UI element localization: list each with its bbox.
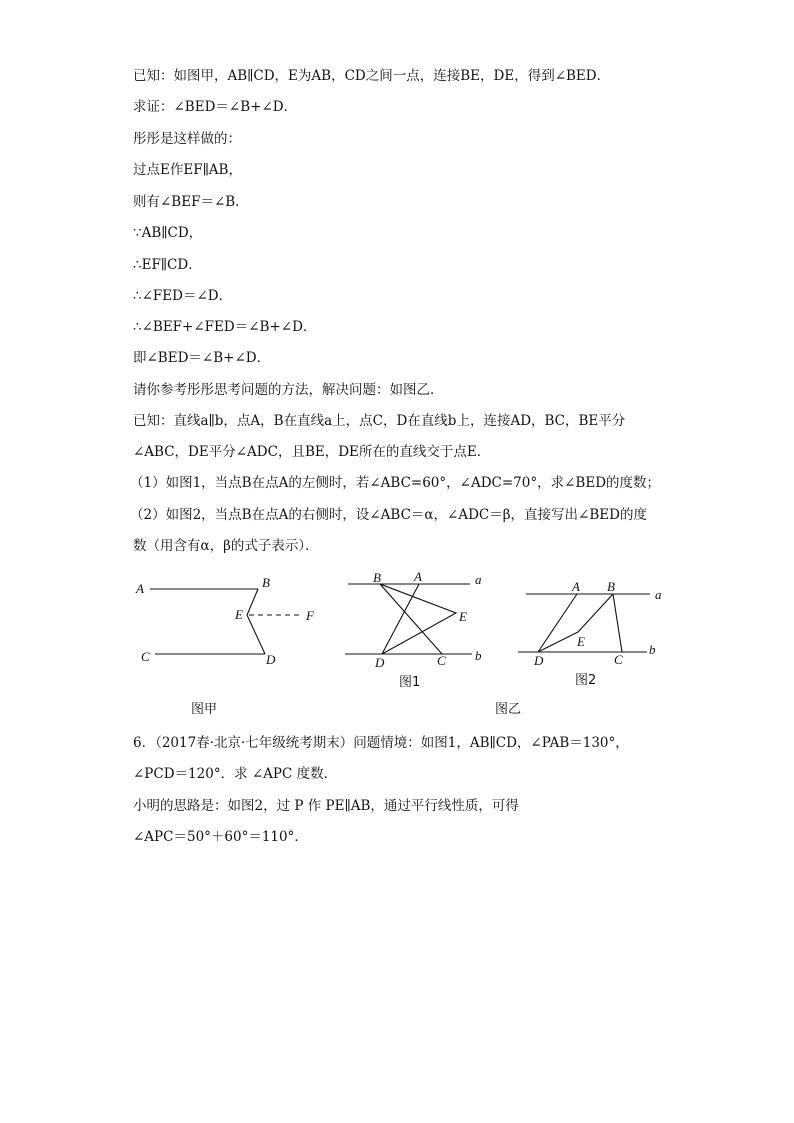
label-line-b-2: b bbox=[649, 642, 656, 657]
label-line-a-1: a bbox=[475, 572, 482, 587]
label-b-2: B bbox=[607, 579, 615, 594]
label-c-2: C bbox=[614, 652, 623, 667]
figure-2 bbox=[518, 579, 662, 688]
label-b-1: B bbox=[373, 570, 381, 585]
text-line-7: ∴EF∥CD． bbox=[133, 257, 202, 273]
label-c: C bbox=[141, 649, 150, 664]
label-d-1: D bbox=[375, 655, 385, 670]
label-line-a-2: a bbox=[655, 587, 662, 602]
broken-line-bed bbox=[247, 589, 265, 654]
label-f: F bbox=[306, 608, 314, 623]
text-line-5: 则有∠BEF＝∠B． bbox=[133, 194, 249, 210]
label-e-2: E bbox=[577, 634, 585, 649]
label-e-1: E bbox=[459, 609, 467, 624]
text-line-1: 已知：如图甲，AB∥CD，E为AB，CD之间一点，连接BE，DE，得到∠BED． bbox=[133, 68, 611, 84]
text-line-3: 彤彤是这样做的： bbox=[133, 131, 241, 147]
text-line-15: （2）如图2，当点B在点A的右侧时，设∠ABC＝α，∠ADC＝β，直接写出∠BED的度 bbox=[130, 507, 647, 523]
segment-ad-2 bbox=[538, 594, 577, 652]
broken-line-bed-1 bbox=[380, 584, 456, 654]
segment-bc bbox=[380, 584, 442, 654]
text-line-16: 数（用含有α，β的式子表示）． bbox=[133, 538, 319, 554]
text-line-17: 6．（2017春·北京·七年级统考期末）问题情境：如图1，AB∥CD，∠PAB＝130°， bbox=[133, 735, 629, 751]
text-line-14: （1）如图1，当点B在点A的左侧时，若∠ABC=60°，∠ADC=70°，求∠BED的度数； bbox=[130, 475, 661, 491]
label-d-2: D bbox=[534, 653, 544, 668]
label-a-1: A bbox=[414, 569, 422, 584]
label-line-b-1: b bbox=[475, 648, 482, 663]
figure-1 bbox=[345, 569, 482, 690]
text-line-2: 求证：∠BED＝∠B+∠D． bbox=[133, 99, 298, 115]
text-line-8: ∴∠FED＝∠D． bbox=[133, 288, 233, 304]
label-a: A bbox=[136, 581, 144, 596]
label-c-1: C bbox=[437, 653, 446, 668]
broken-line-bed-2 bbox=[538, 594, 613, 652]
text-line-6: ∵AB∥CD， bbox=[133, 225, 203, 241]
label-d: D bbox=[266, 652, 276, 667]
caption-fig1: 图1 bbox=[399, 675, 421, 690]
text-line-9: ∴∠BEF+∠FED＝∠B+∠D． bbox=[133, 319, 317, 335]
label-e: E bbox=[235, 607, 243, 622]
text-line-18: ∠PCD＝120°．求 ∠APC 度数． bbox=[133, 766, 338, 782]
text-line-4: 过点E作EF∥AB， bbox=[133, 162, 242, 178]
text-line-12: 已知：直线a∥b，点A，B在直线a上，点C，D在直线b上，连接AD，BC，BE平分 bbox=[133, 413, 626, 429]
segment-bc-2 bbox=[613, 594, 622, 652]
label-b: B bbox=[262, 575, 270, 590]
figure-jia bbox=[135, 575, 315, 717]
text-line-19: 小明的思路是：如图2，过 P 作 PE∥AB，通过平行线性质，可得 bbox=[133, 798, 519, 814]
caption-fig2: 图2 bbox=[575, 673, 597, 688]
caption-yi: 图乙 bbox=[495, 702, 522, 717]
text-line-20: ∠APC＝50°＋60°＝110°． bbox=[133, 829, 308, 845]
text-line-10: 即∠BED＝∠B+∠D． bbox=[133, 350, 271, 366]
caption-jia: 图甲 bbox=[191, 702, 218, 717]
text-line-11: 请你参考彤彤思考问题的方法，解决问题：如图乙． bbox=[133, 382, 444, 398]
text-line-13: ∠ABC，DE平分∠ADC，且BE，DE所在的直线交于点E． bbox=[133, 444, 491, 460]
label-a-2: A bbox=[572, 579, 580, 594]
